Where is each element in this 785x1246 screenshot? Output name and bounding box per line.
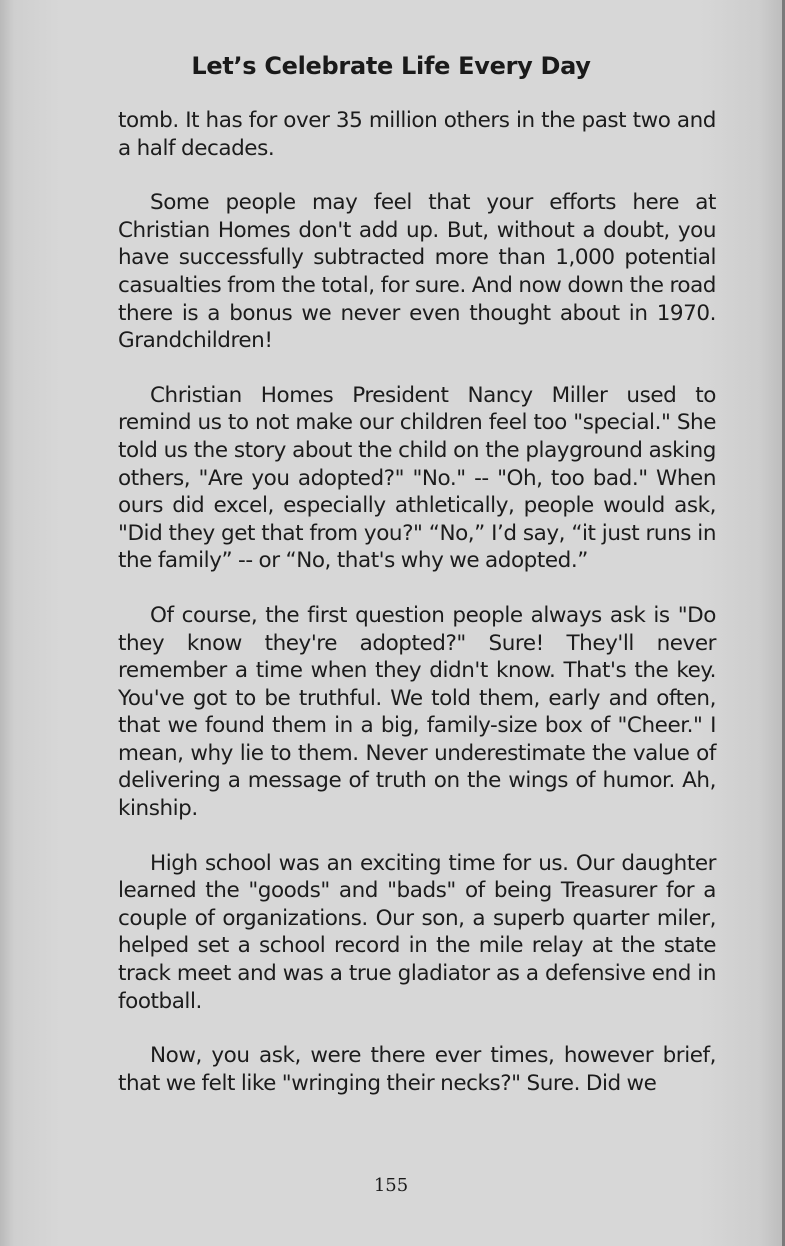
paragraph-1: tomb. It has for over 35 million others in the past two and a half decades. — [118, 108, 716, 161]
paragraph-2: Some people may feel that your efforts here at Christian Homes don't add up. But, without a doubt, you have successfully subtracted more than 1,000 potential casualties from the total, for sure. And now down the road there is a bonus we never even thought about in 1970. Grandchildren! — [118, 190, 716, 354]
running-head-title: Let’s Celebrate Life Every Day — [191, 52, 591, 80]
paragraph-6: Now, you ask, were there ever times, however brief, that we felt like "wringing their necks?" Sure. Did we — [118, 1043, 716, 1096]
page-number: 155 — [373, 1175, 409, 1196]
paragraph-3: Christian Homes President Nancy Miller used to remind us to not make our children feel too "special." She told us the story about the child on the playground asking others, "Are you adopted?" "No." -- "Oh, too bad." When ours did excel, especially athletically, people would ask, "Did they get that from you?" “No,” I’d say, “it just runs in the family” -- or “No, that's why we adopted.” — [118, 382, 716, 574]
paragraph-5: High school was an exciting time for us. Our daughter learned the "goods" and "bads" of being Treasurer for a couple of organizations. Our son, a superb quarter miler, helped set a school record in the mile relay at the state track meet and was a true gladiator as a defensive end in football. — [118, 850, 716, 1014]
paragraph-4: Of course, the first question people always ask is "Do they know they're adopted?" Sure! They'll never remember a time when they didn't know. That's the key. You've got to be truthful. We told them, early and often, that we found them in a big, family-size box of "Cheer." I mean, why lie to them. Never underestimate the value of delivering a message of truth on the wings of humor. Ah, kinship. — [118, 602, 716, 822]
body-text — [118, 107, 716, 1124]
